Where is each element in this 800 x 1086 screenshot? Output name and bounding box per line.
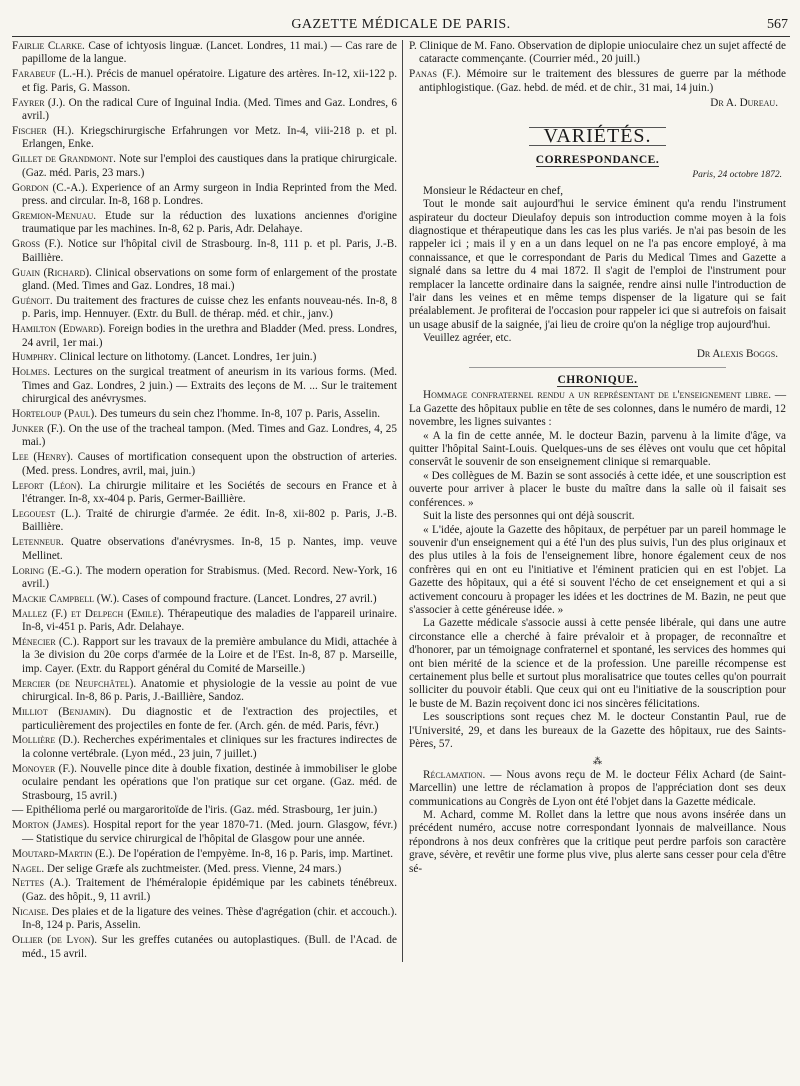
reference-entry [12, 182, 397, 209]
reference-entry [12, 508, 397, 535]
reference-entry [12, 423, 397, 450]
reference-author: Gillet de Grandmont. [12, 153, 116, 166]
reference-text: Recherches expérimentales et cliniques sur les fractures indirectes de la colonne vertébrale. (Lyon méd., 23 juin, 7 juillet.) [22, 734, 397, 760]
reference-author: Panas (F.). [409, 68, 461, 81]
reference-author: Moutard-Martin (E.). [12, 847, 115, 860]
reference-entry [409, 40, 786, 67]
reference-author: Farabeuf (L.-H.). [12, 68, 94, 81]
reference-author: Holmes. [12, 366, 50, 379]
reference-entry [12, 408, 397, 421]
reference-entry [12, 565, 397, 592]
chronique-paragraph: « A la fin de cette année, M. le docteur Bazin, parvenu à la limite d'âge, va quitter l'hôpital Saint-Louis. Quelques-uns de ses élèves ont voulu que cet hôpital conservât le souvenir de son enseignement clinique si remarquable. [409, 429, 786, 469]
reference-author: Letenneur. [12, 536, 64, 549]
reference-author: Loring (E.-G.). [12, 564, 83, 577]
reference-text: Des tumeurs du sein chez l'homme. In-8, 107 p. Paris, Asselin. [97, 408, 380, 421]
reference-text: Lectures on the surgical treatment of aneurism in its various forms. (Med. Times and Gaz. Londres, 2 juin.) — Extraits des leçons de M. ... Sur le traitement chirurgical des anévrysmes. [22, 366, 397, 406]
reference-text: Causes of mortification consequent upon the obstruction of arteries. (Med. press. Londres, avril, mai, juin.) [22, 451, 397, 477]
letter-body: Tout le monde sait aujourd'hui le service éminent qu'a rendu l'instrument aspirateur du docteur Dieulafoy depuis son introduction comme moyen à la fois diagnostique et thérapeutique dans les cas les plus variés. Je n'ai pas besoin de les rappeler ici ; mais il y en a un dans lequel on ne l'a pas encore employé, à ma connaissance, et que le correspondant de Paris du Medical Times and Gazette a signalé dans sa lettre du 4 mai 1872. Il s'agit de l'emploi de l'instrument pour remplacer la lancette ordinaire dans la saignée, rendre ainsi nulle l'introduction de l'air dans les veines et en même temps dispenser de la ligature qui se fait préalablement. Je profiterai de l'occasion pour rappeler ici que si autrefois on faisait un usage abusif de la saignée, j'ai lieu de croire qu'on la néglige trop aujourd'hui. [409, 198, 786, 331]
right-column [402, 40, 786, 962]
reference-entry [12, 706, 397, 733]
reference-entry [12, 295, 397, 322]
reference-entry [12, 608, 397, 635]
reference-text: P. Clinique de M. Fano. Observation de diplopie unioculaire chez un sujet affecté de cataracte commençante. (Courrier méd., 20 juill.) [409, 40, 786, 66]
reference-entry [12, 848, 397, 861]
reference-text: Rapport sur les travaux de la première ambulance du Midi, attachée à la 3e division du 20e corps d'armée de la Loire et de l'Est. In-8, 87 p. Marseille, imp. Cayer. (Extr. du Rapport général du Comité de Marseille.) [22, 636, 397, 675]
reference-author: Junker (F.). [12, 422, 66, 435]
reference-text: Der selige Græfe als zuchtmeister. (Med. press. Vienne, 24 mars.) [44, 862, 342, 875]
reference-author: Horteloup (Paul). [12, 408, 98, 421]
reference-entry [409, 68, 786, 95]
reference-author: Fischer (H.). [12, 124, 75, 137]
reference-author: Nagel. [12, 862, 45, 875]
reference-entry [12, 153, 397, 180]
reference-author: Mackie Campbell (W.). [12, 592, 120, 605]
reference-entry [12, 906, 397, 933]
reference-entry [12, 68, 397, 95]
letter-signature: Dr Alexis Boggs. [696, 347, 778, 360]
reference-text: Etude sur la réduction des luxations anciennes d'origine traumatique par les machines. In-8, 62 p. Paris, Adr. Delahaye. [22, 209, 397, 236]
reference-text: Note sur l'emploi des caustiques dans la pratique chirurgicale. (Gaz. méd. Paris, 23 mars.) [22, 153, 397, 179]
reference-entry [12, 210, 397, 237]
reference-text: Du traitement des fractures de cuisse chez les enfants nouveau-nés. In-8, 8 p. Paris, imp. Hennuyer. (Extr. du Bull. de thérap. méd. et chir., janv.) [22, 294, 397, 321]
chronique-paragraph: Réclamation. — Nous avons reçu de M. le docteur Félix Achard (de Saint-Marcellin) une lettre de réclamation à propos de l'appréciation dont ses deux communications au Congrès de Lyon ont été l'objet dans la Gazette médicale. [409, 768, 786, 808]
reference-entry [12, 877, 397, 904]
reference-author: Ollier (de Lyon). [12, 934, 98, 947]
reference-text: Anatomie et physiologie de la vessie au point de vue chirurgical. In-8, 86 p. Paris, J.-Baillière, Sandoz. [22, 677, 397, 704]
reference-entry [12, 40, 397, 67]
reference-entry [12, 97, 397, 124]
correspondance-heading: CORRESPONDANCE. [535, 153, 660, 166]
reference-entry [12, 678, 397, 705]
reference-text: Traitement de l'héméralopie épidémique par les cabinets ténébreux. (Gaz. des hôpit., 9, 11 avril.) [22, 877, 397, 903]
reference-author: Fairlie Clarke. [12, 40, 85, 52]
reference-entry [12, 267, 397, 294]
section-title: VARIÉTÉS. [409, 127, 786, 146]
reference-entry [12, 819, 397, 846]
chronique-paragraph: Suit la liste des personnes qui ont déjà souscrit. [423, 510, 635, 523]
bibliography-signature: Dr A. Dureau. [710, 97, 778, 110]
reference-entry [12, 125, 397, 152]
paragraph-lead: Réclamation. [423, 768, 486, 781]
chronique-paragraph: Hommage confraternel rendu a un représentant de l'enseignement libre. — La Gazette des hôpitaux publie en tête de ses colonnes, dans le numéro de mardi, 12 novembre, les lignes suivantes : [409, 389, 787, 429]
reference-text: De l'opération de l'empyème. In-8, 16 p. Paris, imp. Martinet. [114, 847, 394, 860]
reference-author: Guain (Richard). [12, 266, 92, 279]
reference-text: Hospital report for the year 1870-71. (Med. journ. Glasgow, févr.) — Statistique du service chirurgical de l'hôpital de Glasgow pour une année. [22, 819, 397, 845]
reference-author: Mollière (D.). [12, 734, 80, 747]
letter-date: Paris, 24 octobre 1872. [692, 170, 782, 181]
reference-text: Experience of an Army surgeon in India Reprinted from the Med. press. and circular. In-8, 168 p. Londres. [22, 181, 397, 207]
reference-text: La chirurgie militaire et les Sociétés de secours en France et à l'étranger. In-8, xx-404 p. Paris, Germer-Baillière. [22, 479, 397, 505]
reference-author: Hamilton (Edward). [12, 323, 106, 336]
reference-entry [12, 480, 397, 507]
chronique-paragraph: La Gazette médicale s'associe aussi à cette pensée libérale, qui dans une autre circonstance elle a cherché à faire prévaloir et à propager, de reconnaître et d'honorer, par un témoignage confraternel et spontané, les services des hommes qui ont bien mérité de la science et de la profession. Une pareille récompense est certainement plus belle et surtout plus moralisatrice que toutes celles qu'on pourrait solliciter du pouvoir établi. Que ceux qui ont eu l'initiative de la souscription pour le buste de M. Bazin reçoivent donc ici nos sincères félicitations. [409, 617, 786, 710]
reference-entry [12, 934, 397, 961]
reference-text: Clinical observations on some form of enlargement of the prostate gland. (Med. Times and Gaz. Londres, 18 mai.) [22, 266, 397, 292]
reference-text: On the use of the tracheal tampon. (Med. Times and Gaz. Londres, 4, 25 mai.) [22, 422, 397, 449]
page-number: 567 [767, 17, 788, 32]
reference-text: Kriegschirurgische Erfahrungen vor Metz. In-4, viii-218 p. et pl. Erlangen, Enke. [22, 124, 398, 151]
reference-author: Gordon (C.-A.). [12, 181, 88, 194]
reference-text: Case of ichtyosis linguæ. (Lancet. Londres, 11 mai.) — Cas rare de papillome de la langue. [22, 40, 397, 66]
reference-author: Lefort (Léon). [12, 479, 83, 492]
reference-author: Milliot (Benjamin). [12, 706, 112, 719]
reference-text: Nouvelle pince dite à double fixation, destinée à immobiliser le globe oculaire pendant les opérations que l'on pratique sur cet organe. (Gaz. méd. de Strasbourg, 15 avril.) [22, 762, 398, 802]
divider [469, 367, 726, 368]
reference-text: Mémoire sur le traitement des blessures de guerre par la méthode antiphlogistique. (Gaz. hebd. de méd. et de chir., 31 mai, 14 juin.) [419, 68, 786, 94]
reference-entry [12, 366, 397, 406]
reference-text: Quatre observations d'anévrysmes. In-8, 15 p. Nantes, imp. veuve Mellinet. [22, 536, 397, 562]
reference-entry [12, 734, 397, 761]
reference-author: Gremion-Menuau. [12, 209, 97, 222]
reference-entry [12, 763, 397, 803]
reference-text: Thérapeutique des maladies de l'appareil urinaire. In-8, vi-451 p. Paris, Adr. Delahaye. [22, 607, 397, 634]
reference-author: Gross (F.). [12, 238, 64, 251]
reference-text: Traité de chirurgie d'armée. 2e édit. In-8, xii-802 p. Paris, J.-B. Baillière. [22, 507, 397, 534]
reference-author: Nettes (A.). [12, 877, 71, 890]
reference-entry [12, 536, 397, 563]
reference-entry [12, 238, 397, 265]
chronique-paragraph: « Des collègues de M. Bazin se sont associés à cette idée, et une souscription est ouverte pour arriver à placer le buste du maître dans la salle où il faisait ses conférences. » [409, 469, 786, 509]
reference-entry [12, 863, 397, 876]
chronique-paragraph: M. Achard, comme M. Rollet dans la lettre que nous avons insérée dans un précédent numéro, accuse notre correspondant lyonnais de malveillance. Nous répondrons à nos deux confrères que la critique peut perdre parfois son caractère grave, sévère, et revêtir une forme plus vive, plus alerte sans cesser pour cela d'être sé- [409, 809, 786, 875]
paragraph-lead: Hommage confraternel rendu a un représentant de l'enseignement libre. [423, 389, 772, 402]
chronique-paragraph: « L'idée, ajoute la Gazette des hôpitaux, de perpétuer par un pareil hommage le souvenir d'un enseignement qui a été l'un des plus suivis, l'un des plus originaux et des plus utiles à la fois de l'enseignement libre, honore également ceux de nos confrères qui en ont eu l'initiative et l'éminent praticien qui en est l'objet. La Gazette des hôpitaux, qui a été si souvent l'écho de cet enseignement et qui a si activement concouru à propager les idées et les doctrines de M. Bazin, ne peut que s'associer à cette généreuse idée. » [409, 523, 786, 616]
chronique-paragraph: Les souscriptions sont reçues chez M. le docteur Constantin Paul, rue de l'Université, 29, et dans les bureaux de la Gazette des hôpitaux, rue des Saints-Pères, 57. [409, 711, 786, 750]
reference-entry [12, 451, 397, 478]
reference-author: Morton (James). [12, 819, 90, 832]
reference-author: Ménecier (C.). [12, 636, 80, 649]
reference-author: Monoyer (F.). [12, 762, 77, 775]
separator-asterism: ⁂ [593, 756, 602, 767]
two-column-body [12, 40, 790, 962]
reference-author: Mallez (F.) et Delpech (Emile). [12, 607, 164, 620]
letter-closing: Veuillez agréer, etc. [423, 332, 512, 345]
reference-author: Mercier (de Neufchâtel). [12, 677, 137, 690]
reference-text: On the radical Cure of Inguinal India. (Med. Times and Gaz. Londres, 6 avril.) [22, 96, 398, 123]
letter-salutation: Monsieur le Rédacteur en chef, [423, 184, 564, 197]
reference-text: The modern operation for Strabismus. (Med. Record. New-York, 16 avril.) [22, 564, 397, 590]
reference-author: Nicaise. [12, 905, 49, 918]
reference-text: Du diagnostic et de l'extraction des projectiles, et particulièrement des projectiles en fonte de fer. (Arch. gén. de méd. Paris, févr.) [22, 706, 397, 732]
reference-author: Legouest (L.). [12, 507, 81, 520]
reference-text: Clinical lecture on lithotomy. (Lancet. Londres, 1er juin.) [56, 351, 317, 364]
reference-entry [12, 323, 397, 350]
reference-text: Cases of compound fracture. (Lancet. Londres, 27 avril.) [119, 592, 377, 605]
reference-text: Notice sur l'hôpital civil de Strasbourg. In-8, 111 p. et pl. Paris, J.-B. Baillière. [22, 238, 397, 264]
reference-author: Fayrer (J.). [12, 96, 66, 109]
reference-entry [12, 351, 397, 364]
reference-entry [12, 593, 397, 606]
reference-entry [12, 804, 397, 817]
reference-author: Guénoit. [12, 294, 53, 307]
bibliography-column [12, 40, 402, 962]
reference-author: Lee (Henry). [12, 451, 74, 464]
reference-text: Foreign bodies in the urethra and Bladder (Med. press. Londres, 24 avril, 1er mai.) [22, 323, 398, 349]
reference-text: Sur les greffes cutanées ou autoplastiques. (Bull. de l'Acad. de méd., 15 avril. [22, 934, 397, 960]
reference-author: Humphry. [12, 351, 57, 364]
reference-text: Des plaies et de la ligature des veines. Thèse d'agrégation (chir. et accouch.). In-8, 124 p. Paris, Asselin. [22, 905, 397, 932]
chronique-heading: CHRONIQUE. [557, 374, 638, 387]
reference-text: — Epithélioma perlé ou margaroritoïde de l'iris. (Gaz. méd. Strasbourg, 1er juin.) [12, 804, 378, 817]
reference-text: Précis de manuel opératoire. Ligature des artères. In-12, xii-122 p. et fig. Paris, G. Masson. [22, 68, 398, 94]
reference-entry [12, 636, 397, 676]
journal-title: GAZETTE MÉDICALE DE PARIS. [291, 17, 511, 32]
page-header [12, 14, 790, 37]
